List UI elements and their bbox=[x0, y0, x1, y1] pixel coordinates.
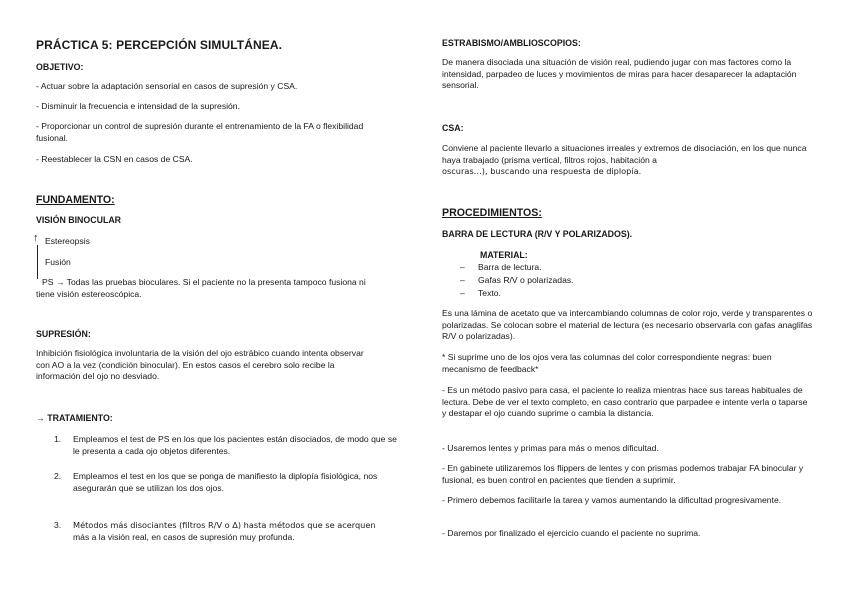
lamina-text: Es una lámina de acetato que va intercambiando columnas de color rojo, verde y transparentes o polarizadas. Se colocan sobre el material de lectura (es necesario observarla con gafas anaglifas R/V o polarizadas). bbox=[442, 308, 813, 342]
daremos-text: - Daremos por finalizado el ejercicio cuando el paciente no suprima. bbox=[442, 528, 701, 538]
supresion-text: Inhibición fisiológica involuntaria de la visión del ojo estrábico cuando intenta observar con AO a la vez (condición binocular). En estos casos el cerebro solo recibe la información del ojo no desviado. bbox=[36, 348, 364, 382]
list-number: 2. bbox=[54, 471, 62, 481]
barra-lectura-heading: BARRA DE LECTURA (R/V Y POLARIZADOS). bbox=[442, 229, 633, 239]
procedimientos-heading: PROCEDIMIENTOS: bbox=[442, 207, 542, 219]
objetivo-heading: OBJETIVO: bbox=[36, 62, 84, 72]
material-item: – Texto. bbox=[460, 288, 501, 298]
tratamiento-item-line: más a la visión real, en casos de supresión muy profunda. bbox=[73, 532, 295, 542]
csa-text: Conviene al paciente llevarlo a situaciones irreales y extremos de disociación, en los que nunca haya trabajado (prisma vertical, filtros rojos, habitación a bbox=[442, 143, 807, 165]
objetivo-item: - Reestablecer la CSN en casos de CSA. bbox=[36, 154, 193, 164]
vertical-line bbox=[37, 245, 38, 279]
suprime-note: * Si suprime uno de los ojos vera las columnas del color correspondiente negras: buen mecanismo de feedback* bbox=[442, 352, 772, 374]
vision-binocular-heading: VISIÓN BINOCULAR bbox=[36, 215, 122, 225]
ps-text: PS → Todas las pruebas bioculares. Si el paciente no la presenta tampoco fusiona ni tiene visión estereoscópica. bbox=[36, 277, 366, 299]
page-title: PRÁCTICA 5: PERCEPCIÓN SIMULTÁNEA. bbox=[36, 38, 283, 52]
objetivo-item: - Disminuir la frecuencia e intensidad de la supresión. bbox=[36, 101, 240, 111]
list-number: 1. bbox=[54, 434, 62, 444]
gabinete-text: - En gabinete utilizaremos los flippers de lentes y con prismas podemos trabajar FA binocular y fusional, es buen control en pacientes que tienden a suprimir. bbox=[442, 463, 804, 485]
material-heading: MATERIAL: bbox=[480, 250, 528, 260]
tratamiento-heading: → TRATAMIENTO: bbox=[36, 413, 113, 423]
primero-text: - Primero debemos facilitarle la tarea y vamos aumentando la dificultad progresivamente. bbox=[442, 495, 782, 505]
estereopsis-label: Estereopsis bbox=[45, 236, 90, 246]
supresion-heading: SUPRESIÓN: bbox=[36, 329, 91, 339]
tratamiento-item: Empleamos el test en los que se ponga de manifiesto la diplopía fisiológica, nos asegurarán que se utilizan los dos ojos. bbox=[73, 471, 378, 493]
usaremos-text: - Usaremos lentes y primas para más o menos dificultad. bbox=[442, 443, 659, 453]
csa-heading: CSA: bbox=[442, 123, 464, 133]
material-item: – Gafas R/V o polarizadas. bbox=[460, 275, 574, 285]
metodo-text: - Es un método pasivo para casa, el paciente lo realiza mientras hace sus tareas habituales de lectura. Debe de ver el texto completo, en caso contrario que parpadee e intente verla o taparse y destapar el ojo cuando suprime o cambia la distancia. bbox=[442, 385, 808, 419]
csa-text-end: oscuras…), buscando una respuesta de diplopía. bbox=[442, 166, 642, 176]
tratamiento-item-line: Métodos más disociantes (filtros R/V o Δ) hasta métodos que se acerquen bbox=[73, 520, 376, 530]
objetivo-item: - Actuar sobre la adaptación sensorial en casos de supresión y CSA. bbox=[36, 81, 298, 91]
estrabismo-heading: ESTRABISMO/AMBLIOSCOPIOS: bbox=[442, 38, 581, 48]
list-number: 3. bbox=[54, 520, 62, 530]
arrow-up-icon: ↑ bbox=[33, 232, 39, 244]
material-item: – Barra de lectura. bbox=[460, 262, 542, 272]
objetivo-item: - Proporcionar un control de supresión durante el entrenamiento de la FA o flexibilidad fusional. bbox=[36, 121, 364, 143]
fusion-label: Fusión bbox=[45, 257, 71, 267]
estrabismo-text: De manera disociada una situación de visión real, pudiendo jugar con mas factores como la intensidad, parpadeo de luces y movimientos de miras para hacer desaparecer la adaptación sensorial. bbox=[442, 57, 797, 91]
tratamiento-item: Empleamos el test de PS en los que los pacientes están disociados, de modo que se le presenta a cada ojo objetos diferentes. bbox=[73, 434, 397, 456]
fundamento-heading: FUNDAMENTO: bbox=[36, 194, 115, 206]
